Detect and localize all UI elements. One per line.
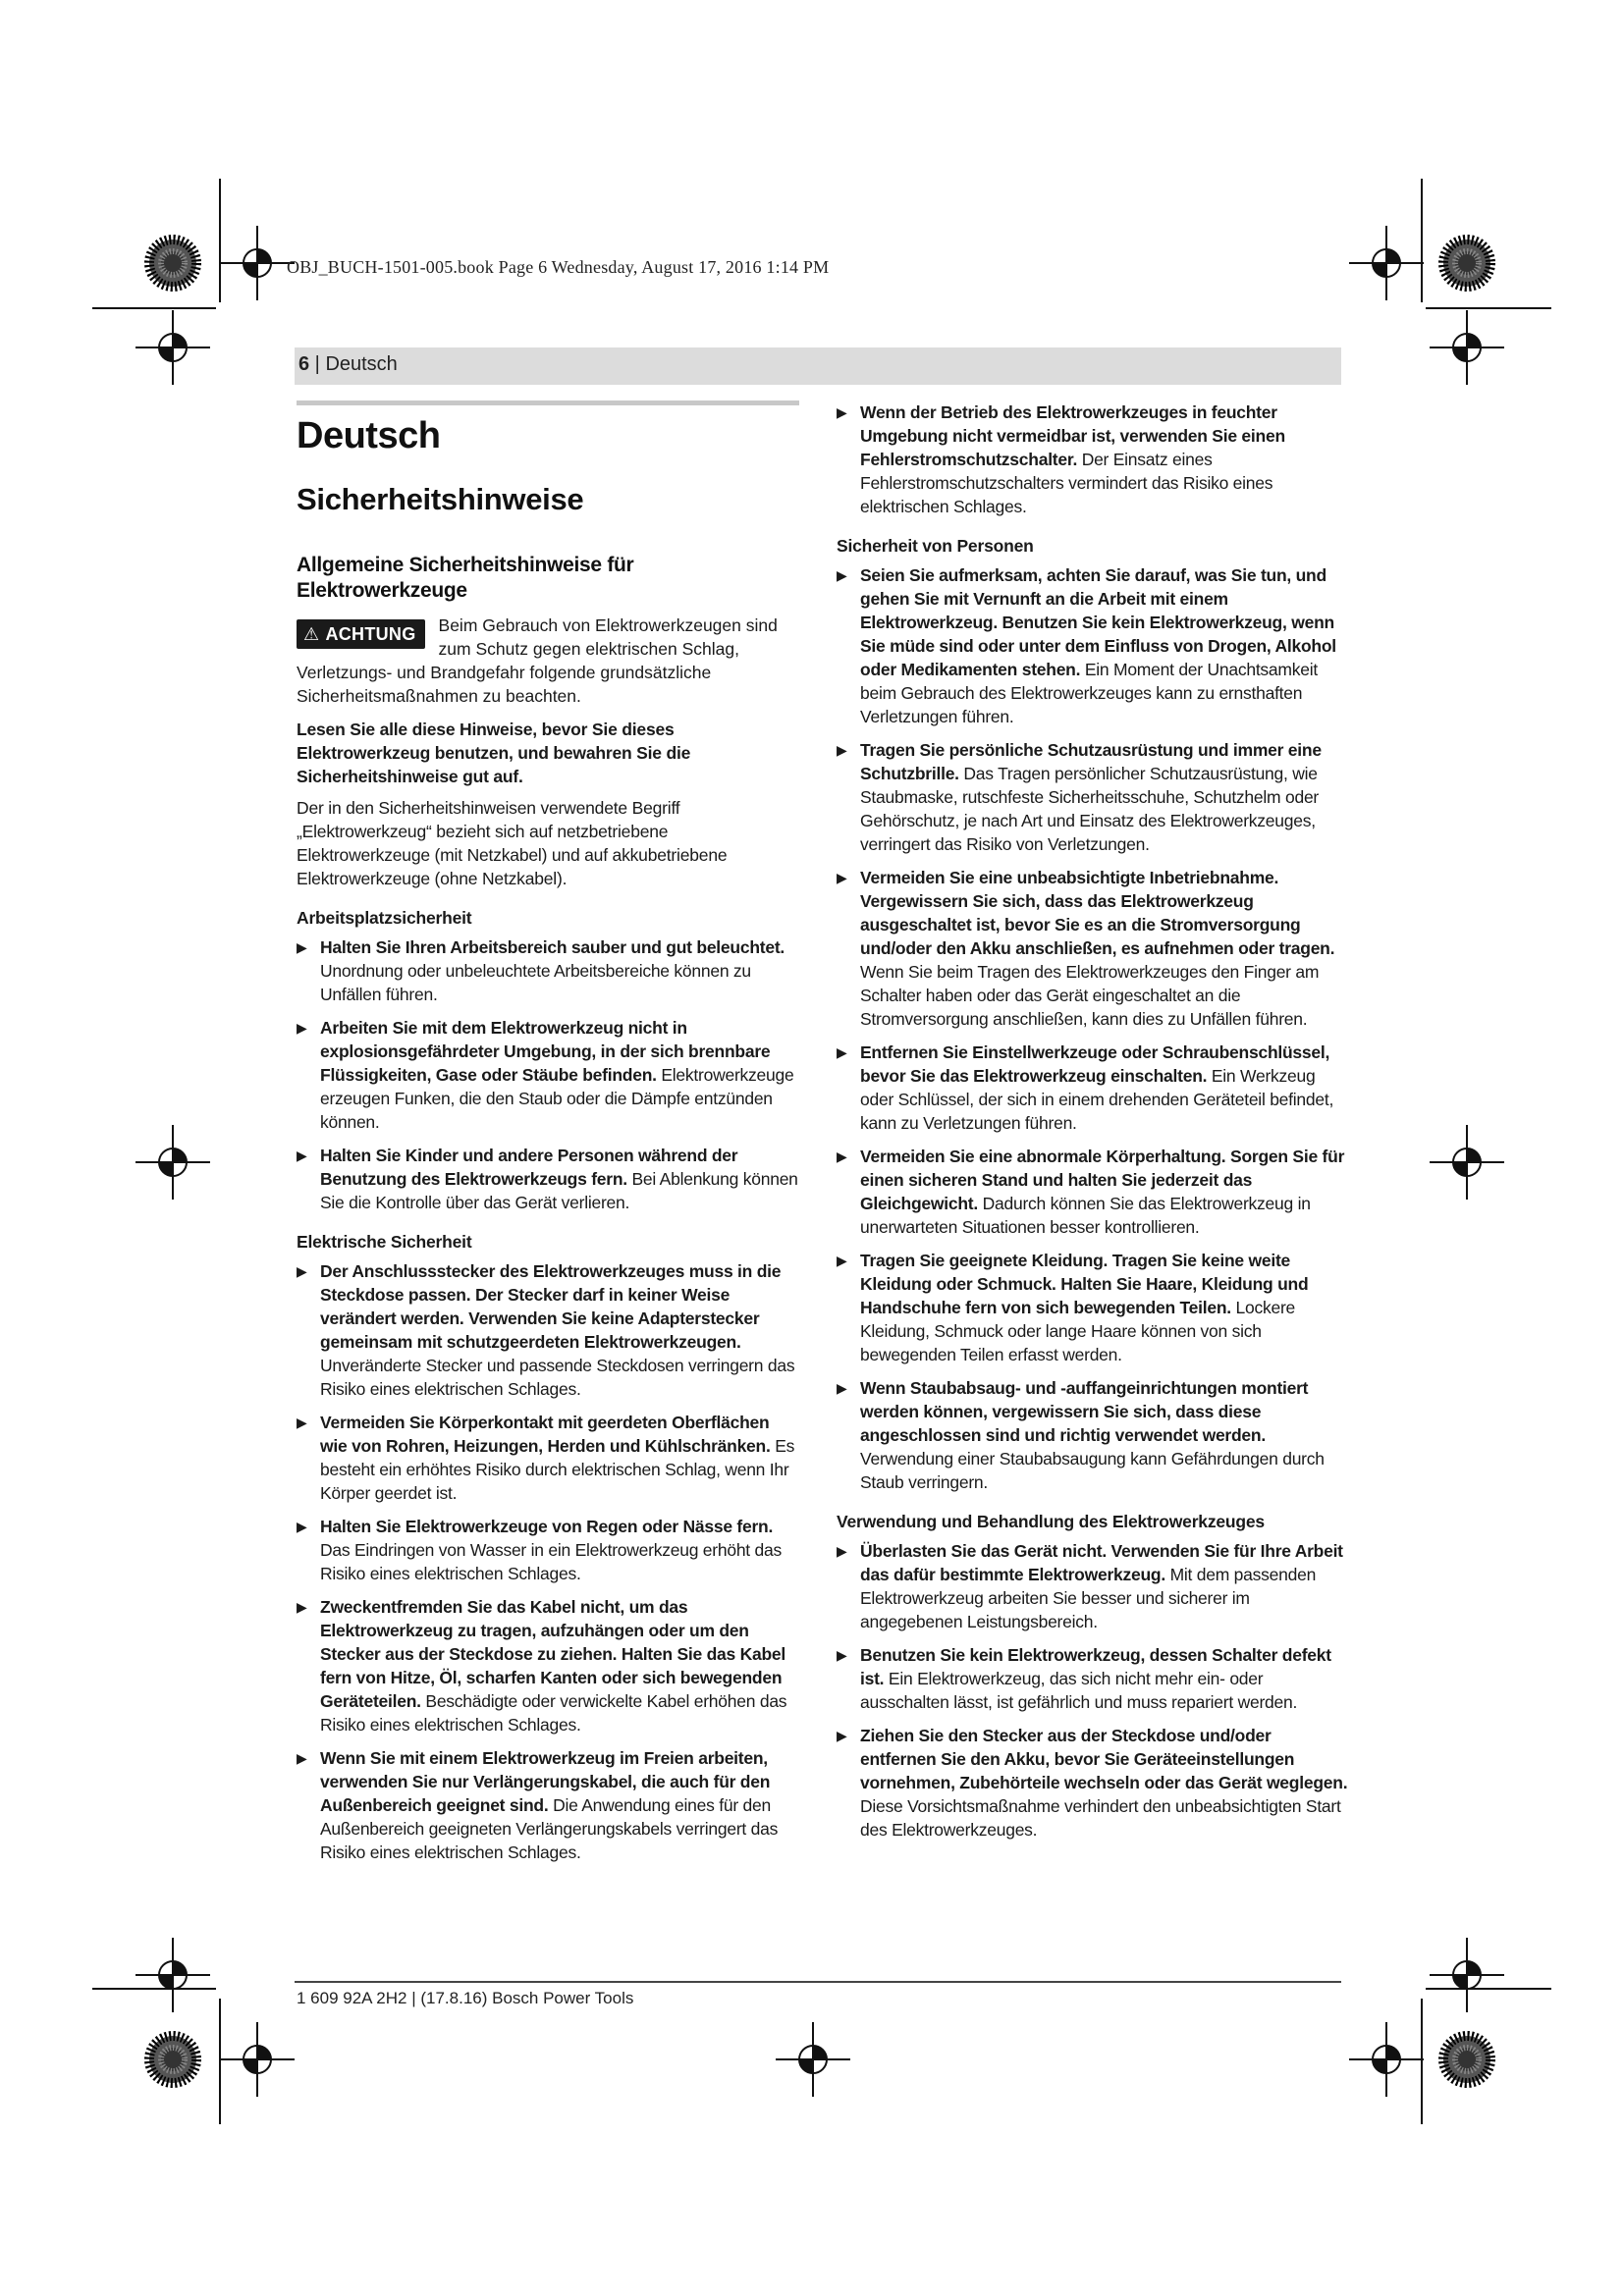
section-title: Sicherheitshinweise bbox=[297, 482, 584, 516]
arrow-icon: ▶ bbox=[837, 1253, 847, 1268]
persons-list bbox=[837, 563, 1351, 1494]
header-section: Deutsch bbox=[325, 353, 398, 375]
item-bold: Zweckentfremden Sie das Kabel nicht, um das Elektrowerkzeug zu tragen, aufzuhängen oder um den Stecker aus der Steckdose zu ziehen. Halten Sie das Kabel fern von Hitze, Öl, scharfen Kanten oder sich bewegenden Geräteteilen. bbox=[320, 1597, 785, 1711]
arrow-icon: ▶ bbox=[837, 742, 847, 758]
print-job-info: OBJ_BUCH-1501-005.book Page 6 Wednesday, August 17, 2016 1:14 PM bbox=[287, 257, 830, 277]
persons-heading: Sicherheit von Personen bbox=[837, 536, 1034, 556]
item-bold: Vermeiden Sie Körperkontakt mit geerdeten Oberflächen wie von Rohren, Heizungen, Herden und Kühlschränken. bbox=[320, 1413, 771, 1456]
item-bold: Arbeiten Sie mit dem Elektrowerkzeug nicht in explosionsgefährdeter Umgebung, in der sich brennbare Flüssigkeiten, Gase oder Stäube befinden. bbox=[320, 1018, 771, 1085]
arrow-icon: ▶ bbox=[297, 1020, 307, 1036]
warning-text: Beim Gebrauch von Elektrowerkzeugen sind zum Schutz gegen elektrischen Schlag, Verletzungs- und Brandgefahr folgende grundsätzliche Sicherheitsmaßnahmen zu beachten. bbox=[297, 615, 778, 706]
item-bold: Benutzen Sie kein Elektrowerkzeug, dessen Schalter defekt ist. bbox=[860, 1645, 1331, 1688]
item-bold: Halten Sie Ihren Arbeitsbereich sauber und gut beleuchtet. bbox=[320, 937, 785, 957]
arrow-icon: ▶ bbox=[837, 1728, 847, 1743]
item-text: Ein Elektrowerkzeug, das sich nicht mehr ein- oder ausschalten lässt, ist gefährlich und muss repariert werden. bbox=[860, 1669, 1298, 1712]
item-text: Lockere Kleidung, Schmuck oder lange Haare können von sich bewegenden Teilen erfasst werden. bbox=[860, 1298, 1296, 1364]
item-bold: Halten Sie Kinder und andere Personen während der Benutzung des Elektrowerkzeugs fern. bbox=[320, 1146, 738, 1189]
arrow-icon: ▶ bbox=[837, 1647, 847, 1663]
warning-badge bbox=[297, 619, 425, 649]
item-text: Diese Vorsichtsmaßnahme verhindert den unbeabsichtigten Start des Elektrowerkzeuges. bbox=[860, 1796, 1341, 1840]
electrical-list-continued bbox=[837, 400, 1351, 518]
right-column bbox=[837, 400, 1351, 1851]
item-text: Ein Moment der Unachtsamkeit beim Gebrauch des Elektrowerkzeuges kann zu ernsthaften Verletzungen führen. bbox=[860, 660, 1318, 726]
item-text: Unveränderte Stecker und passende Steckdosen verringern das Risiko eines elektrischen Schlages. bbox=[320, 1356, 795, 1399]
intro-bold: Lesen Sie alle diese Hinweise, bevor Sie dieses Elektrowerkzeug benutzen, und bewahren Sie die Sicherheitshinweise gut auf. bbox=[297, 720, 691, 786]
item-text: Verwendung einer Staubabsaugung kann Gefährdungen durch Staub verringern. bbox=[860, 1449, 1325, 1492]
item-text: Es besteht ein erhöhtes Risiko durch elektrischen Schlag, wenn Ihr Körper geerdet ist. bbox=[320, 1436, 795, 1503]
list-item bbox=[297, 1411, 799, 1505]
item-bold: Vermeiden Sie eine unbeabsichtigte Inbetriebnahme. Vergewissern Sie sich, dass das Elektrowerkzeug ausgeschaltet ist, bevor Sie es an die Stromversorgung und/oder den Akku anschließen, es aufnehmen oder tragen. bbox=[860, 868, 1335, 958]
item-bold: Tragen Sie persönliche Schutzausrüstung und immer eine Schutzbrille. bbox=[860, 740, 1322, 783]
header-separator: | bbox=[309, 353, 326, 375]
list-item bbox=[297, 1144, 799, 1214]
item-text: Unordnung oder unbeleuchtete Arbeitsbereiche können zu Unfällen führen. bbox=[320, 961, 751, 1004]
page-title: Deutsch bbox=[297, 415, 441, 456]
arrow-icon: ▶ bbox=[297, 1750, 307, 1766]
intro-text: Der in den Sicherheitshinweisen verwendete Begriff „Elektrowerkzeug“ bezieht sich auf netzbetriebene Elektrowerkzeuge (mit Netzkabel) und auf akkubetriebene Elektrowerkzeuge (ohne Netzkabel). bbox=[297, 798, 728, 888]
warning-triangle-icon: ⚠ bbox=[303, 624, 320, 644]
arrow-icon: ▶ bbox=[297, 939, 307, 955]
item-text: Das Eindringen von Wasser in ein Elektrowerkzeug erhöht das Risiko eines elektrischen Schlages. bbox=[320, 1540, 782, 1583]
list-item bbox=[837, 866, 1351, 1031]
list-item bbox=[297, 1746, 799, 1864]
arrow-icon: ▶ bbox=[297, 1263, 307, 1279]
item-text: Dadurch können Sie das Elektrowerkzeug in unerwarteten Situationen besser kontrollieren. bbox=[860, 1194, 1311, 1237]
item-bold: Tragen Sie geeignete Kleidung. Tragen Sie keine weite Kleidung oder Schmuck. Halten Sie Haare, Kleidung und Handschuhe fern von sich bewegenden Teilen. bbox=[860, 1251, 1309, 1317]
arrow-icon: ▶ bbox=[297, 1599, 307, 1615]
arrow-icon: ▶ bbox=[837, 870, 847, 885]
list-item bbox=[837, 1539, 1351, 1633]
list-item bbox=[837, 400, 1351, 518]
item-text: Bei Ablenkung können Sie die Kontrolle über das Gerät verlieren. bbox=[320, 1169, 798, 1212]
item-text: Elektrowerkzeuge erzeugen Funken, die den Staub oder die Dämpfe entzünden können. bbox=[320, 1065, 794, 1132]
arrow-icon: ▶ bbox=[297, 1415, 307, 1430]
usage-list bbox=[837, 1539, 1351, 1842]
arrow-icon: ▶ bbox=[297, 1148, 307, 1163]
list-item bbox=[837, 563, 1351, 728]
list-item bbox=[297, 1595, 799, 1736]
item-bold: Wenn Sie mit einem Elektrowerkzeug im Freien arbeiten, verwenden Sie nur Verlängerungskabel, die auch für den Außenbereich geeignet sind. bbox=[320, 1748, 771, 1815]
item-bold: Vermeiden Sie eine abnormale Körperhaltung. Sorgen Sie für einen sicheren Stand und halten Sie jederzeit das Gleichgewicht. bbox=[860, 1147, 1345, 1213]
arrow-icon: ▶ bbox=[297, 1519, 307, 1534]
page-footer: 1 609 92A 2H2 | (17.8.16) Bosch Power Tools bbox=[297, 1989, 634, 2007]
electrical-heading: Elektrische Sicherheit bbox=[297, 1232, 472, 1252]
arrow-icon: ▶ bbox=[837, 1543, 847, 1559]
list-item bbox=[297, 1515, 799, 1585]
list-item bbox=[297, 1259, 799, 1401]
arrow-icon: ▶ bbox=[837, 567, 847, 583]
item-text: Beschädigte oder verwickelte Kabel erhöhen das Risiko eines elektrischen Schlages. bbox=[320, 1691, 787, 1735]
workplace-list bbox=[297, 935, 799, 1214]
usage-heading: Verwendung und Behandlung des Elektrowerkzeuges bbox=[837, 1512, 1265, 1531]
arrow-icon: ▶ bbox=[837, 1148, 847, 1164]
sub-title: Allgemeine Sicherheitshinweise für Elektrowerkzeuge bbox=[297, 554, 634, 602]
list-item bbox=[837, 1643, 1351, 1714]
list-item bbox=[837, 1724, 1351, 1842]
item-bold: Seien Sie aufmerksam, achten Sie darauf, was Sie tun, und gehen Sie mit Vernunft an die Arbeit mit einem Elektrowerkzeug. Benutzen Sie kein Elektrowerkzeug, wenn Sie müde sind oder unter dem Einfluss von Drogen, Alkohol oder Medikamenten stehen. bbox=[860, 565, 1336, 679]
warning-block bbox=[297, 614, 799, 708]
item-bold: Wenn der Betrieb des Elektrowerkzeuges in feuchter Umgebung nicht vermeidbar ist, verwenden Sie einen Fehlerstromschutzschalter. bbox=[860, 402, 1285, 469]
left-column bbox=[297, 400, 799, 1874]
list-item bbox=[837, 1145, 1351, 1239]
list-item bbox=[837, 1041, 1351, 1135]
page-header-band bbox=[295, 347, 1341, 385]
item-bold: Halten Sie Elektrowerkzeuge von Regen oder Nässe fern. bbox=[320, 1517, 774, 1536]
item-text: Wenn Sie beim Tragen des Elektrowerkzeuges den Finger am Schalter haben oder das Gerät eingeschaltet an die Stromversorgung anschließen, kann dies zu Unfällen führen. bbox=[860, 962, 1320, 1029]
warning-label: ACHTUNG bbox=[325, 624, 416, 644]
item-bold: Entfernen Sie Einstellwerkzeuge oder Schraubenschlüssel, bevor Sie das Elektrowerkzeug einschalten. bbox=[860, 1042, 1330, 1086]
item-text: Die Anwendung eines für den Außenbereich geeigneten Verlängerungskabels verringert das Risiko eines elektrischen Schlages. bbox=[320, 1795, 779, 1862]
item-text: Mit dem passenden Elektrowerkzeug arbeiten Sie besser und sicherer im angegebenen Leistungsbereich. bbox=[860, 1565, 1317, 1631]
footer-rule bbox=[295, 1981, 1341, 1983]
list-item bbox=[837, 1376, 1351, 1494]
arrow-icon: ▶ bbox=[837, 1380, 847, 1396]
item-bold: Der Anschlussstecker des Elektrowerkzeuges muss in die Steckdose passen. Der Stecker darf in keiner Weise verändert werden. Verwenden Sie keine Adapterstecker gemeinsam mit schutzgeerdeten Elektrowerkzeugen. bbox=[320, 1261, 782, 1352]
page-header bbox=[298, 353, 398, 376]
item-bold: Ziehen Sie den Stecker aus der Steckdose und/oder entfernen Sie den Akku, bevor Sie Geräteeinstellungen vornehmen, Zubehörteile wechseln oder das Gerät weglegen. bbox=[860, 1726, 1348, 1792]
item-text: Der Einsatz eines Fehlerstromschutzschalters vermindert das Risiko eines elektrischen Schlages. bbox=[860, 450, 1273, 516]
item-text: Das Tragen persönlicher Schutzausrüstung, wie Staubmaske, rutschfeste Sicherheitsschuhe, Schutzhelm oder Gehörschutz, je nach Art und Einsatz des Elektrowerkzeuges, verringert das Risiko von Verletzungen. bbox=[860, 764, 1319, 854]
electrical-list bbox=[297, 1259, 799, 1864]
arrow-icon: ▶ bbox=[837, 404, 847, 420]
item-bold: Wenn Staubabsaug- und -auffangeinrichtungen montiert werden können, vergewissern Sie sich, dass diese angeschlossen sind und richtig verwendet werden. bbox=[860, 1378, 1309, 1445]
item-text: Ein Werkzeug oder Schlüssel, der sich in einem drehenden Geräteteil befindet, kann zu Verletzungen führen. bbox=[860, 1066, 1334, 1133]
list-item bbox=[297, 935, 799, 1006]
arrow-icon: ▶ bbox=[837, 1044, 847, 1060]
list-item bbox=[837, 1249, 1351, 1366]
page-number: 6 bbox=[298, 353, 310, 375]
workplace-heading: Arbeitsplatzsicherheit bbox=[297, 908, 472, 928]
list-item bbox=[837, 738, 1351, 856]
item-bold: Überlasten Sie das Gerät nicht. Verwenden Sie für Ihre Arbeit das dafür bestimmte Elektrowerkzeug. bbox=[860, 1541, 1343, 1584]
list-item bbox=[297, 1016, 799, 1134]
title-rule bbox=[297, 400, 799, 405]
